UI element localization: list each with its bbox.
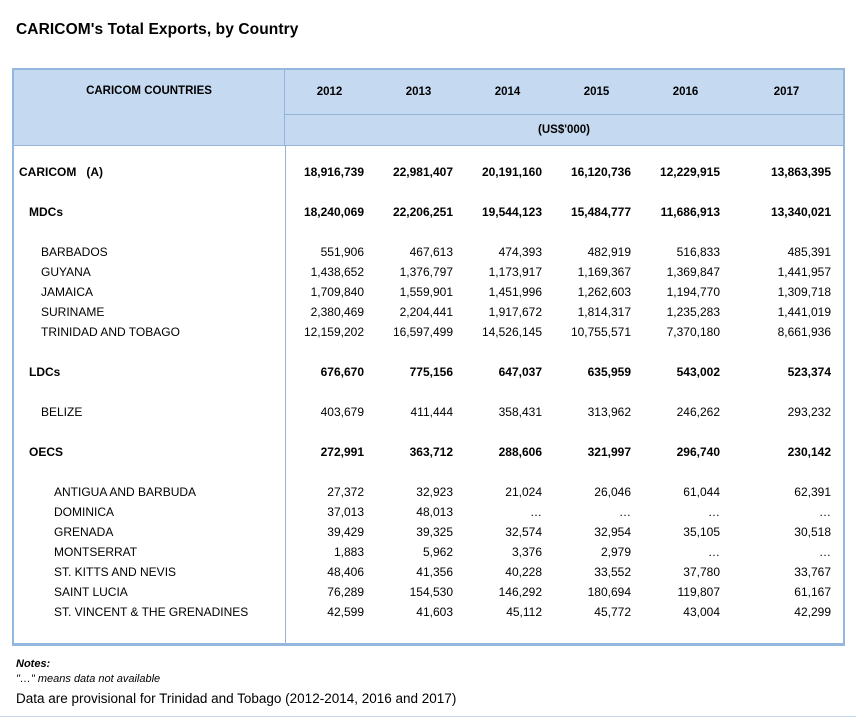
row-label: GRENADA — [54, 525, 114, 539]
cell-value: 16,120,736 — [570, 165, 631, 179]
notes-provisional: Data are provisional for Trinidad and Tobago (2012-2014, 2016 and 2017) — [16, 691, 457, 706]
unit-subheader: (US$'000) — [285, 114, 843, 145]
table-row — [14, 362, 843, 382]
table-row — [14, 322, 843, 342]
cell-value: 11,686,913 — [660, 205, 720, 219]
row-label: ST. VINCENT & THE GRENADINES — [54, 605, 249, 619]
row-label: MONTSERRAT — [54, 545, 138, 559]
cell-value: 411,444 — [410, 405, 453, 419]
table-body — [14, 146, 843, 643]
cell-value: 2,979 — [600, 545, 631, 559]
cell-value: 180,694 — [587, 585, 631, 599]
cell-value: … — [708, 505, 720, 519]
cell-value: 16,597,499 — [392, 325, 453, 339]
cell-value: … — [530, 505, 542, 519]
cell-value: 10,755,571 — [570, 325, 631, 339]
column-header-year-2012: 2012 — [316, 86, 343, 98]
cell-value: 1,917,672 — [488, 305, 542, 319]
cell-value: 61,044 — [683, 485, 720, 499]
cell-value: 313,962 — [587, 405, 631, 419]
cell-value: 13,340,021 — [770, 205, 831, 219]
row-label: GUYANA — [41, 265, 91, 279]
notes-section — [16, 657, 456, 708]
cell-value: 1,559,901 — [399, 285, 453, 299]
row-label: MDCs — [29, 205, 64, 219]
cell-value: 37,013 — [327, 505, 364, 519]
cell-value: 1,441,019 — [777, 305, 831, 319]
cell-value: … — [708, 545, 720, 559]
cell-value: 1,441,957 — [777, 265, 831, 279]
table-row — [14, 502, 843, 522]
cell-value: 45,112 — [506, 605, 542, 619]
row-label: TRINIDAD AND TOBAGO — [41, 325, 180, 339]
cell-value: 230,142 — [787, 445, 831, 459]
cell-value: 40,228 — [505, 565, 542, 579]
row-label: BELIZE — [41, 405, 83, 419]
cell-value: 37,780 — [683, 565, 720, 579]
row-label: ANTIGUA AND BARBUDA — [54, 485, 197, 499]
table-row — [14, 302, 843, 322]
cell-value: … — [619, 505, 631, 519]
cell-value: 288,606 — [498, 445, 542, 459]
cell-value: 635,959 — [587, 365, 631, 379]
cell-value: 42,599 — [327, 605, 364, 619]
cell-value: 1,709,840 — [310, 285, 364, 299]
cell-value: 43,004 — [683, 605, 720, 619]
cell-value: 62,391 — [794, 485, 831, 499]
cell-value: 13,863,395 — [770, 165, 831, 179]
cell-value: 45,772 — [594, 605, 631, 619]
table-header — [14, 70, 843, 146]
cell-value: … — [819, 545, 831, 559]
cell-value: 76,289 — [327, 585, 364, 599]
cell-value: 48,406 — [327, 565, 364, 579]
cell-value: 1,814,317 — [577, 305, 631, 319]
cell-value: 1,438,652 — [310, 265, 364, 279]
cell-value: 1,235,283 — [666, 305, 720, 319]
cell-value: 321,997 — [587, 445, 631, 459]
cell-value: 363,712 — [409, 445, 453, 459]
cell-value: 39,429 — [327, 525, 364, 539]
cell-value: 30,518 — [794, 525, 831, 539]
cell-value: 403,679 — [320, 405, 364, 419]
cell-value: 467,613 — [409, 245, 453, 259]
cell-value: 20,191,160 — [481, 165, 542, 179]
cell-value: 1,173,917 — [488, 265, 542, 279]
cell-value: 474,393 — [498, 245, 542, 259]
cell-value: 2,380,469 — [310, 305, 364, 319]
cell-value: 1,369,847 — [666, 265, 720, 279]
column-header-countries: CARICOM COUNTRIES — [14, 70, 285, 145]
column-header-year-2017: 2017 — [773, 86, 800, 98]
table-row — [14, 442, 843, 462]
cell-value: 32,923 — [416, 485, 453, 499]
column-header-year-2013: 2013 — [405, 86, 432, 98]
cell-value: 15,484,777 — [570, 205, 631, 219]
cell-value: 551,906 — [320, 245, 364, 259]
cell-value: 14,526,145 — [481, 325, 542, 339]
cell-value: 39,325 — [416, 525, 453, 539]
cell-value: 246,262 — [676, 405, 720, 419]
column-header-year-2016: 2016 — [672, 86, 699, 98]
cell-value: 293,232 — [787, 405, 831, 419]
cell-value: 18,916,739 — [303, 165, 364, 179]
column-header-year-2015: 2015 — [583, 86, 610, 98]
table-row — [14, 542, 843, 562]
cell-value: 1,451,996 — [488, 285, 542, 299]
table-row — [14, 242, 843, 262]
cell-value: 119,807 — [677, 585, 720, 599]
cell-value: 516,833 — [676, 245, 720, 259]
table-row — [14, 482, 843, 502]
page-title: CARICOM's Total Exports, by Country — [16, 21, 299, 38]
cell-value: 3,376 — [511, 545, 542, 559]
cell-value: 647,037 — [498, 365, 542, 379]
cell-value: 1,376,797 — [399, 265, 453, 279]
cell-value: 42,299 — [794, 605, 831, 619]
cell-value: 2,204,441 — [399, 305, 453, 319]
row-label: DOMINICA — [54, 505, 114, 519]
table-row — [14, 582, 843, 602]
cell-value: 22,981,407 — [392, 165, 453, 179]
cell-value: 676,670 — [320, 365, 364, 379]
cell-value: 19,544,123 — [481, 205, 542, 219]
table-row — [14, 562, 843, 582]
row-label: SURINAME — [41, 305, 105, 319]
row-label: JAMAICA — [41, 285, 94, 299]
row-label: BARBADOS — [41, 245, 108, 259]
cell-value: 48,013 — [416, 505, 453, 519]
cell-value: … — [819, 505, 831, 519]
cell-value: 1,883 — [333, 545, 364, 559]
table-row — [14, 162, 843, 182]
notes-legend: "…" means data not available — [16, 673, 161, 685]
cell-value: 146,292 — [498, 585, 542, 599]
cell-value: 7,370,180 — [666, 325, 720, 339]
row-label: LDCs — [29, 365, 61, 379]
cell-value: 33,552 — [594, 565, 631, 579]
cell-value: 12,159,202 — [303, 325, 364, 339]
cell-value: 32,954 — [594, 525, 631, 539]
cell-value: 61,167 — [794, 585, 831, 599]
cell-value: 1,262,603 — [577, 285, 631, 299]
cell-value: 543,002 — [676, 365, 720, 379]
cell-value: 1,309,718 — [777, 285, 831, 299]
cell-value: 485,391 — [787, 245, 831, 259]
cell-value: 8,661,936 — [777, 325, 831, 339]
notes-heading: Notes: — [16, 658, 51, 670]
cell-value: 26,046 — [594, 485, 631, 499]
cell-value: 22,206,251 — [392, 205, 453, 219]
cell-value: 775,156 — [409, 365, 453, 379]
row-label: OECS — [29, 445, 64, 459]
row-label: CARICOM (A) — [19, 165, 103, 179]
table-row — [14, 202, 843, 222]
row-label: ST. KITTS AND NEVIS — [54, 565, 177, 579]
cell-value: 41,356 — [416, 565, 453, 579]
cell-value: 27,372 — [327, 485, 364, 499]
row-label: SAINT LUCIA — [54, 585, 128, 599]
cell-value: 33,767 — [794, 565, 831, 579]
cell-value: 35,105 — [683, 525, 720, 539]
cell-value: 296,740 — [676, 445, 720, 459]
column-header-year-2014: 2014 — [494, 86, 521, 98]
cell-value: 5,962 — [422, 545, 453, 559]
cell-value: 32,574 — [505, 525, 542, 539]
cell-value: 482,919 — [587, 245, 631, 259]
cell-value: 358,431 — [498, 405, 542, 419]
cell-value: 21,024 — [505, 485, 542, 499]
table-row — [14, 402, 843, 422]
cell-value: 1,194,770 — [666, 285, 720, 299]
cell-value: 18,240,069 — [303, 205, 364, 219]
exports-table — [12, 68, 845, 646]
cell-value: 154,530 — [409, 585, 453, 599]
table-row — [14, 522, 843, 542]
table-row — [14, 602, 843, 622]
cell-value: 12,229,915 — [659, 165, 720, 179]
cell-value: 1,169,367 — [577, 265, 631, 279]
table-row — [14, 282, 843, 302]
table-row — [14, 262, 843, 282]
cell-value: 523,374 — [787, 365, 831, 379]
cell-value: 272,991 — [320, 445, 364, 459]
cell-value: 41,603 — [416, 605, 453, 619]
